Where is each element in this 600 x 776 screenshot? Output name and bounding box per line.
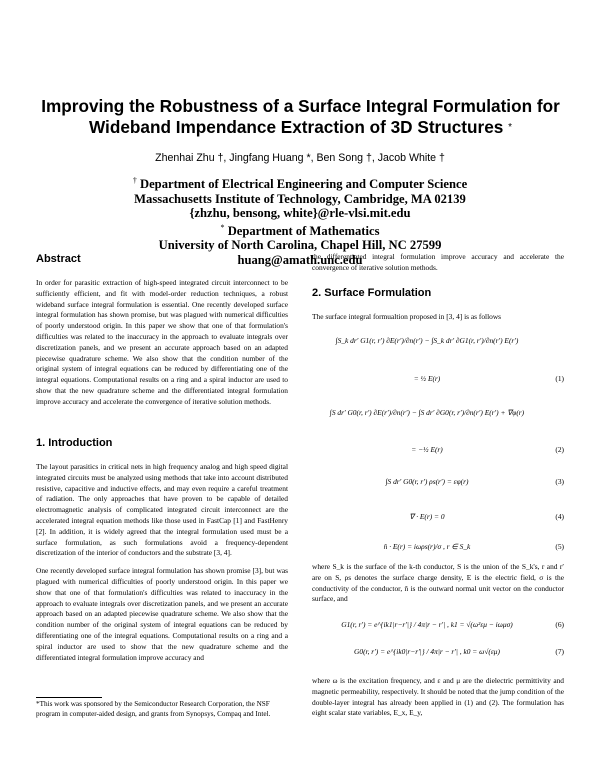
- equation-2-rhs: = −½ E(r): [411, 445, 443, 454]
- affiliation-dept-math: Department of Mathematics: [227, 223, 380, 238]
- equation-1-rhs: = ½ E(r): [413, 374, 441, 383]
- surface-formulation-heading: 2. Surface Formulation: [312, 287, 432, 299]
- equation-7: [312, 647, 564, 659]
- continuation-text: the differentiated integral formulation improve accuracy and accelerate the convergence of iterative solution methods.: [312, 252, 564, 272]
- equation-6-number: (6): [555, 620, 564, 629]
- abstract-continuation: [312, 252, 564, 274]
- author-list: Zhenhai Zhu †, Jingfang Huang *, Ben Song †, Jacob White †: [155, 152, 445, 164]
- equation-4: [312, 512, 564, 524]
- equation-1-top: [312, 336, 564, 348]
- title-footnote-mark: *: [508, 122, 513, 133]
- affiliation-mark-star: *: [220, 222, 225, 232]
- footnote: *This work was sponsored by the Semiconductor Research Corporation, the NSF program in computer-aided design, and grants from Synopsys, Compaq and Intel.: [36, 700, 271, 718]
- equation-2-lhs: ∫S dr′ G0(r, r′) ∂E(r′)/∂n(r′) − ∫S dr′ ∂G0(r, r′)/∂n(r′) E(r′) + ∇φ(r): [329, 408, 525, 417]
- title-line-2: [28, 117, 573, 138]
- equation-6-body: G1(r, r′) = e^{ik1|r−r′|} / 4π|r − r′| , k1 = √(ω²εμ − iωμσ): [341, 620, 513, 629]
- equation-1-lhs: ∫S_k dr′ G1(r, r′) ∂E(r′)/∂n(r′) − ∫S_k dr′ ∂G1(r, r′)/∂n(r′) E(r′): [335, 336, 519, 345]
- equation-1: [312, 374, 564, 386]
- affiliation-mit: Massachusetts Institute of Technology, Cambridge, MA 02139: [134, 191, 466, 206]
- affiliation-emails-mit: {zhzhu, bensong, white}@rle-vlsi.mit.edu: [189, 206, 411, 221]
- equation-6: [312, 620, 564, 632]
- affiliation-line: [40, 174, 560, 192]
- abstract-text: In order for parasitic extraction of high-speed integrated circuit interconnect to be sufficiently efficient, and fit with model-order reduction techniques, a robust wideband surface integral formulation is essential. One recently developed surface integral formulation has shown promise, but was plagued with numerical difficulties of poorly understood origin. In this paper we show that one of that formulation's difficulties was related to the inaccuracy in the approach to evaluate integrals over discretization panels, and we present an accurate approach based on an adapted piecewise quadrature scheme. We also show that the condition number of the original system of integral equations can be reduced by differentiating one of the integral equations. Computational results on a ring and a spiral inductor are used to show that the new quadrature scheme and the differentiated integral formulation improve accuracy and accelerate the convergence of iterative solution methods.: [36, 278, 288, 406]
- abstract-heading: Abstract: [36, 253, 81, 265]
- affiliation-dept-eecs: Department of Electrical Engineering and Computer Science: [140, 177, 468, 191]
- affiliation-line: [40, 221, 560, 239]
- equation-2-number: (2): [555, 445, 564, 454]
- parameters-text: where ω is the excitation frequency, and ε and μ are the dielectric permittivity and magnetic permeability, respectively. It should be noted that the jump condition of the double-layer integral has already been applied in (1) and (2). The formulation has eight scalar state variables, E_x, E_y,: [312, 676, 564, 718]
- abstract-section: [36, 252, 288, 408]
- introduction-heading: 1. Introduction: [36, 437, 113, 449]
- parameters-paragraph: [312, 676, 564, 719]
- surface-formulation-heading-block: [312, 286, 564, 300]
- equation-2-top: [312, 408, 564, 420]
- equation-4-number: (4): [555, 512, 564, 521]
- definitions-text: where S_k is the surface of the k-th conductor, S is the union of the S_k's, r and r′ are on S, ρs denotes the surface charge density, E is the electric field, σ is the conductivity of the conductor, n̂ is the outward normal unit vector on the conductor surface, and: [312, 562, 564, 604]
- equation-1-number: (1): [555, 374, 564, 383]
- equation-3-body: ∫S dr′ G0(r, r′) ρs(r′) = εφ(r): [385, 477, 469, 486]
- title-line-2-text: Wideband Impendance Extraction of 3D Structures: [88, 117, 504, 137]
- affiliation-email-unc: huang@amath.unc.edu: [237, 252, 363, 267]
- definitions-paragraph: [312, 562, 564, 605]
- equation-5: [312, 542, 564, 554]
- introduction-section: [36, 436, 288, 663]
- equation-5-number: (5): [555, 542, 564, 551]
- equation-3: [312, 477, 564, 489]
- formulation-intro-text: The surface integral formualtion proposed in [3, 4] is as follows: [312, 312, 502, 321]
- paper-title: [28, 96, 573, 138]
- equation-3-number: (3): [555, 477, 564, 486]
- footnote-rule: [36, 697, 102, 698]
- affiliation-unc: University of North Carolina, Chapel Hill, NC 27599: [158, 238, 442, 253]
- affiliation-mark-dagger: †: [132, 176, 137, 185]
- equation-2: [312, 445, 564, 457]
- title-line-1: Improving the Robustness of a Surface Integral Formulation for: [41, 96, 560, 116]
- equation-7-number: (7): [555, 647, 564, 656]
- equation-5-body: n̂ · E(r) = iωρs(r)/σ , r ∈ S_k: [383, 542, 471, 551]
- equation-4-body: ∇ · E(r) = 0: [409, 512, 445, 521]
- intro-paragraph-1: The layout parasitics in critical nets in high frequency analog and high speed digital integrated circuits must be analyzed using methods that take into account distributed resistive, capacitive and inductive effects, and may even require a careful treatment of radiation. The only approaches that have proven to be capable of detailed electromagnetic analysis of complicated integrated circuit interconnect are the accelerated integral equation methods like those used in FastCap [1] and FastHenry [2]. In addition, it is widely agreed that the integral formulation used must be a surface formulation, as such formulations avoid a frequency-dependent discretization of the interior of conductors and the substrate [3, 4].: [36, 462, 288, 558]
- intro-paragraph-2: One recently developed surface integral formulation has shown promise [3], but was plagued with numerical difficulties of poorly understood origin. In this paper we show that one of that formulation's difficulties was related to inaccuracy in the approach to evaluate integrals over discretization panels, and we present an accurate approach based on an adapted piecewise quadrature scheme. We also show that the condition number of the original system of integral equations can be reduced by differentiating one of the integral equations. Computational results on a ring and a spiral inductor are used to show that the new quadrature scheme and the differentiated integral formulation improve accuracy and: [36, 566, 288, 662]
- equation-7-body: G0(r, r′) = e^{ik0|r−r′|} / 4π|r − r′| , k0 = ω√(εμ): [354, 647, 500, 656]
- formulation-intro: [312, 312, 564, 323]
